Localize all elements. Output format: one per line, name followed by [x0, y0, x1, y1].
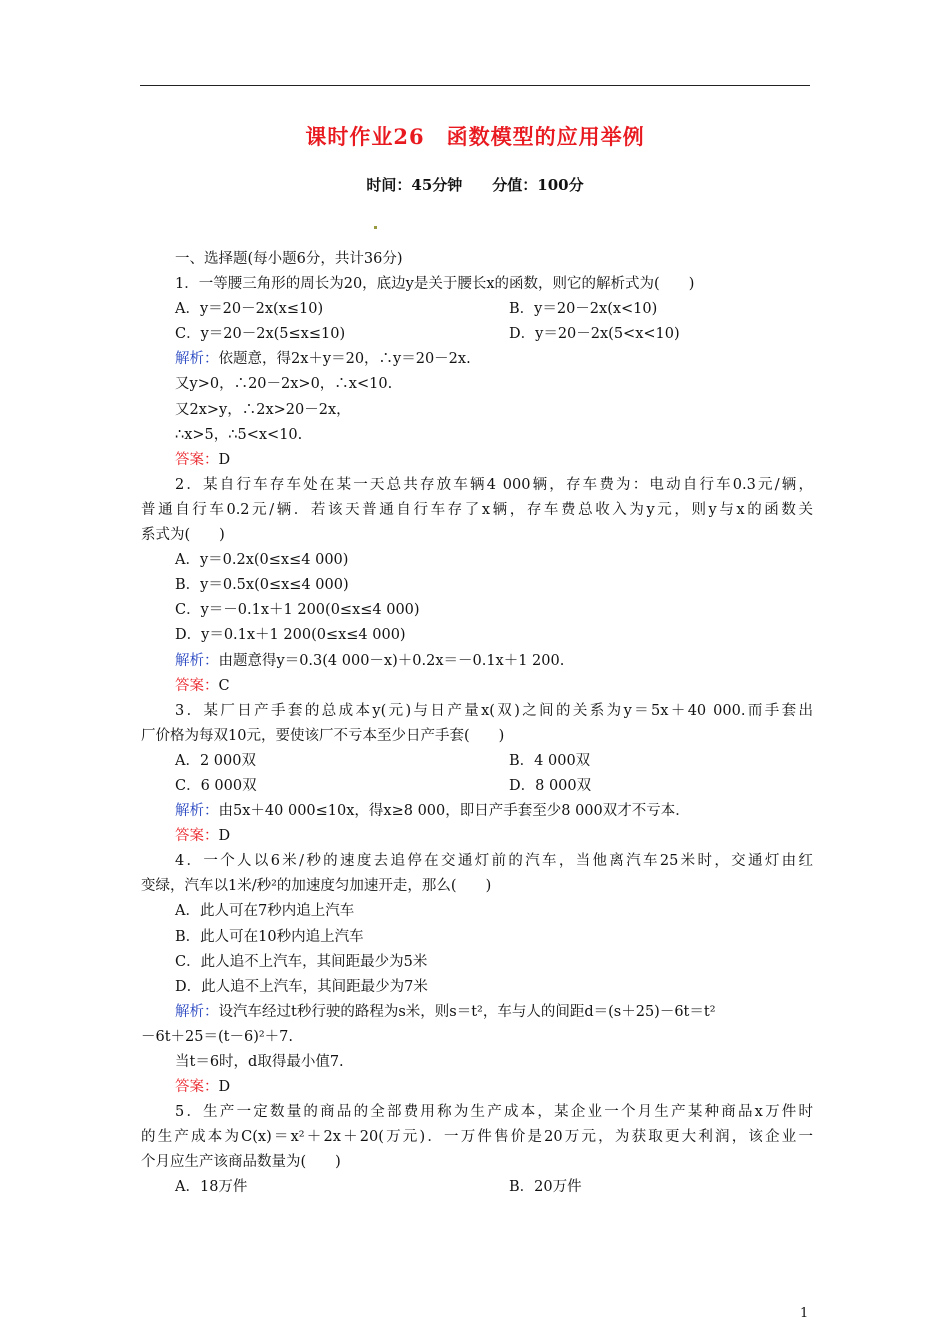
q3-option-b: B．4 000双 [509, 752, 591, 769]
q5-option-b: B．20万件 [509, 1179, 582, 1196]
q3-stem-line-1: 3．某厂日产手套的总成本y(元)与日产量x(双)之间的关系为y＝5x＋40 000.而手套出 [175, 702, 813, 719]
q4-stem-line-2: 变绿，汽车以1米/秒²的加速度匀加速开走，那么( ) [141, 878, 492, 895]
q1-solution-line-3: 又2x>y，∴2x>20－2x， [175, 401, 351, 418]
q3-answer-value: D [218, 828, 231, 845]
q1-solution-line-4: ∴x>5，∴5<x<10. [175, 426, 303, 443]
q5-stem-line-2: 的生产成本为C(x)＝x²＋2x＋20(万元)．一万件售价是20万元，为获取更大利润，该企业一 [141, 1129, 813, 1146]
q3-answer [141, 824, 813, 849]
analysis-label: 解析： [175, 652, 219, 669]
q1-answer [141, 448, 813, 473]
analysis-label: 解析： [175, 351, 219, 368]
page-title: 课时作业26 函数模型的应用举例 [305, 124, 645, 149]
q5-options-ab [141, 1175, 813, 1200]
q1-answer-value: D [218, 451, 231, 468]
time-score-line: 时间：45分钟 分值：100分 [366, 176, 584, 194]
q1-stem: 1．一等腰三角形的周长为20，底边y是关于腰长x的函数，则它的解析式为( ) [175, 276, 695, 293]
q1-solution-line-2: 又y>0，∴20－2x>0，∴x<10. [175, 376, 393, 393]
answer-label: 答案： [175, 828, 219, 845]
q1-option-c: C．y＝20－2x(5≤x≤10) [175, 326, 346, 343]
q3-options-cd [141, 774, 813, 799]
q4-solution-line-2: －6t＋25＝(t－6)²＋7. [141, 1028, 294, 1045]
q2-option-c: C．y＝－0.1x＋1 200(0≤x≤4 000) [175, 602, 420, 619]
answer-label: 答案： [175, 451, 219, 468]
q3-solution-text: 由5x＋40 000≤10x，得x≥8 000，即日产手套至少8 000双才不亏本． [218, 803, 690, 820]
q5-stem-line-3: 个月应生产该商品数量为( ) [141, 1154, 341, 1171]
q2-option-d: D．y＝0.1x＋1 200(0≤x≤4 000) [175, 627, 406, 644]
q2-stem-line-2: 普通自行车0.2元/辆．若该天普通自行车存了x辆，存车费总收入为y元，则y与x的函数关 [141, 501, 813, 518]
q2-answer-value: C [218, 677, 230, 694]
q3-solution [141, 799, 813, 824]
section-heading: 一、选择题(每小题6分，共计36分) [175, 251, 403, 267]
q4-option-d: D．此人追不上汽车，其间距最少为7米 [175, 978, 428, 995]
q3-option-a: A．2 000双 [175, 752, 256, 769]
q3-option-d: D．8 000双 [509, 777, 592, 794]
document-body [141, 247, 813, 1201]
q4-answer-value: D [218, 1079, 231, 1096]
q3-options-ab [141, 749, 813, 774]
q1-solution [141, 347, 813, 372]
q2-option-b: B．y＝0.5x(0≤x≤4 000) [175, 577, 349, 594]
q4-solution-text: 设汽车经过t秒行驶的路程为s米，则s＝t²，车与人的间距d＝(s＋25)－6t＝t² [218, 1003, 716, 1020]
q4-option-a: A．此人可在7秒内追上汽车 [175, 903, 355, 920]
q2-answer [141, 674, 813, 699]
q2-solution-text: 由题意得y＝0.3(4 000－x)＋0.2x＝－0.1x＋1 200. [218, 652, 565, 669]
q5-option-a: A．18万件 [175, 1179, 248, 1196]
q4-answer [141, 1075, 813, 1100]
q1-option-a: A．y＝20－2x(x≤10) [175, 301, 324, 318]
analysis-label: 解析： [175, 803, 219, 820]
q3-option-c: C．6 000双 [175, 777, 257, 794]
answer-label: 答案： [175, 1079, 219, 1096]
q1-option-b: B．y＝20－2x(x<10) [509, 301, 658, 318]
header-rule [140, 85, 810, 86]
page-number: 1 [800, 1306, 809, 1321]
q4-option-b: B．此人可在10秒内追上汽车 [175, 928, 364, 945]
q4-stem-line-1: 4．一个人以6米/秒的速度去追停在交通灯前的汽车，当他离汽车25米时，交通灯由红 [175, 853, 813, 870]
q2-stem-line-3: 系式为( ) [141, 527, 225, 544]
q2-solution [141, 649, 813, 674]
q3-stem-line-2: 厂价格为每双10元，要使该厂不亏本至少日产手套( ) [141, 727, 505, 744]
q1-solution-text: 依题意，得2x＋y＝20，∴y＝20－2x. [218, 351, 471, 368]
q4-solution-line-3: 当t＝6时，d取得最小值7. [175, 1054, 344, 1070]
q4-solution [141, 1000, 813, 1025]
q1-option-d: D．y＝20－2x(5<x<10) [509, 326, 680, 343]
q2-option-a: A．y＝0.2x(0≤x≤4 000) [175, 552, 349, 569]
analysis-label: 解析： [175, 1003, 219, 1020]
decorative-dot [374, 226, 377, 229]
q2-stem-line-1: 2．某自行车存车处在某一天总共存放车辆4 000辆，存车费为：电动自行车0.3元/辆， [175, 476, 813, 493]
q4-option-c: C．此人追不上汽车，其间距最少为5米 [175, 953, 428, 970]
answer-label: 答案： [175, 677, 219, 694]
q5-stem-line-1: 5．生产一定数量的商品的全部费用称为生产成本，某企业一个月生产某种商品x万件时 [175, 1104, 813, 1121]
q1-options-ab [141, 297, 813, 322]
q1-options-cd [141, 322, 813, 347]
